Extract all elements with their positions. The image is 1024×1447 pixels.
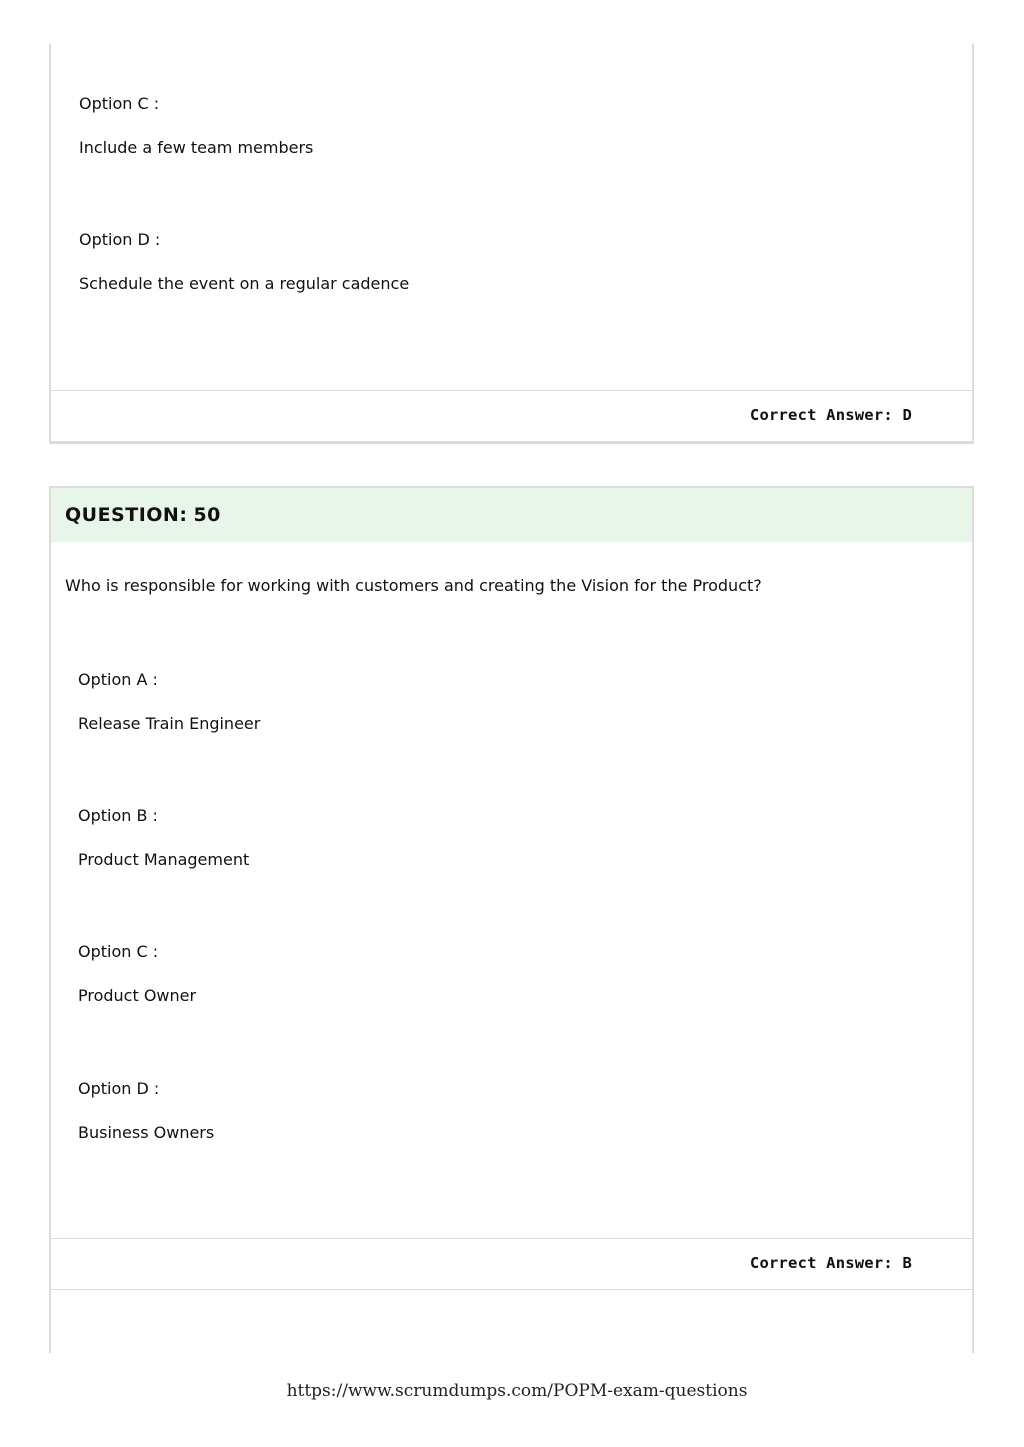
correct-answer-label: Correct Answer: bbox=[749, 1254, 893, 1272]
option-c-text: Include a few team members bbox=[79, 138, 314, 157]
divider bbox=[51, 1289, 972, 1290]
question-text: Who is responsible for working with customers and creating the Vision for the Product? bbox=[65, 576, 762, 595]
correct-answer-value: B bbox=[902, 1254, 912, 1272]
footer-url[interactable]: https://www.scrumdumps.com/POPM-exam-questions bbox=[286, 1381, 748, 1401]
question-header bbox=[51, 488, 972, 542]
option-b-text: Product Management bbox=[78, 850, 250, 869]
correct-answer-value: D bbox=[902, 406, 912, 424]
question-title bbox=[65, 503, 221, 527]
correct-answer-row bbox=[51, 1238, 972, 1289]
option-b-label: Option B : bbox=[78, 806, 158, 825]
option-d-text: Schedule the event on a regular cadence bbox=[79, 274, 410, 293]
question-card bbox=[49, 486, 974, 1353]
option-a-label: Option A : bbox=[78, 670, 158, 689]
option-c-label: Option C : bbox=[79, 94, 160, 113]
option-c-label: Option C : bbox=[78, 942, 159, 961]
option-d-text: Business Owners bbox=[78, 1123, 215, 1142]
option-d-label: Option D : bbox=[79, 230, 161, 249]
option-a-text: Release Train Engineer bbox=[78, 714, 261, 733]
previous-question-card bbox=[49, 44, 974, 444]
question-number: 50 bbox=[193, 504, 221, 526]
correct-answer-label: Correct Answer: bbox=[749, 406, 893, 424]
correct-answer bbox=[750, 1253, 912, 1273]
correct-answer-row bbox=[51, 390, 972, 441]
question-label: QUESTION: bbox=[65, 504, 188, 526]
option-d-label: Option D : bbox=[78, 1079, 160, 1098]
option-c-text: Product Owner bbox=[78, 986, 197, 1005]
correct-answer bbox=[750, 405, 912, 425]
